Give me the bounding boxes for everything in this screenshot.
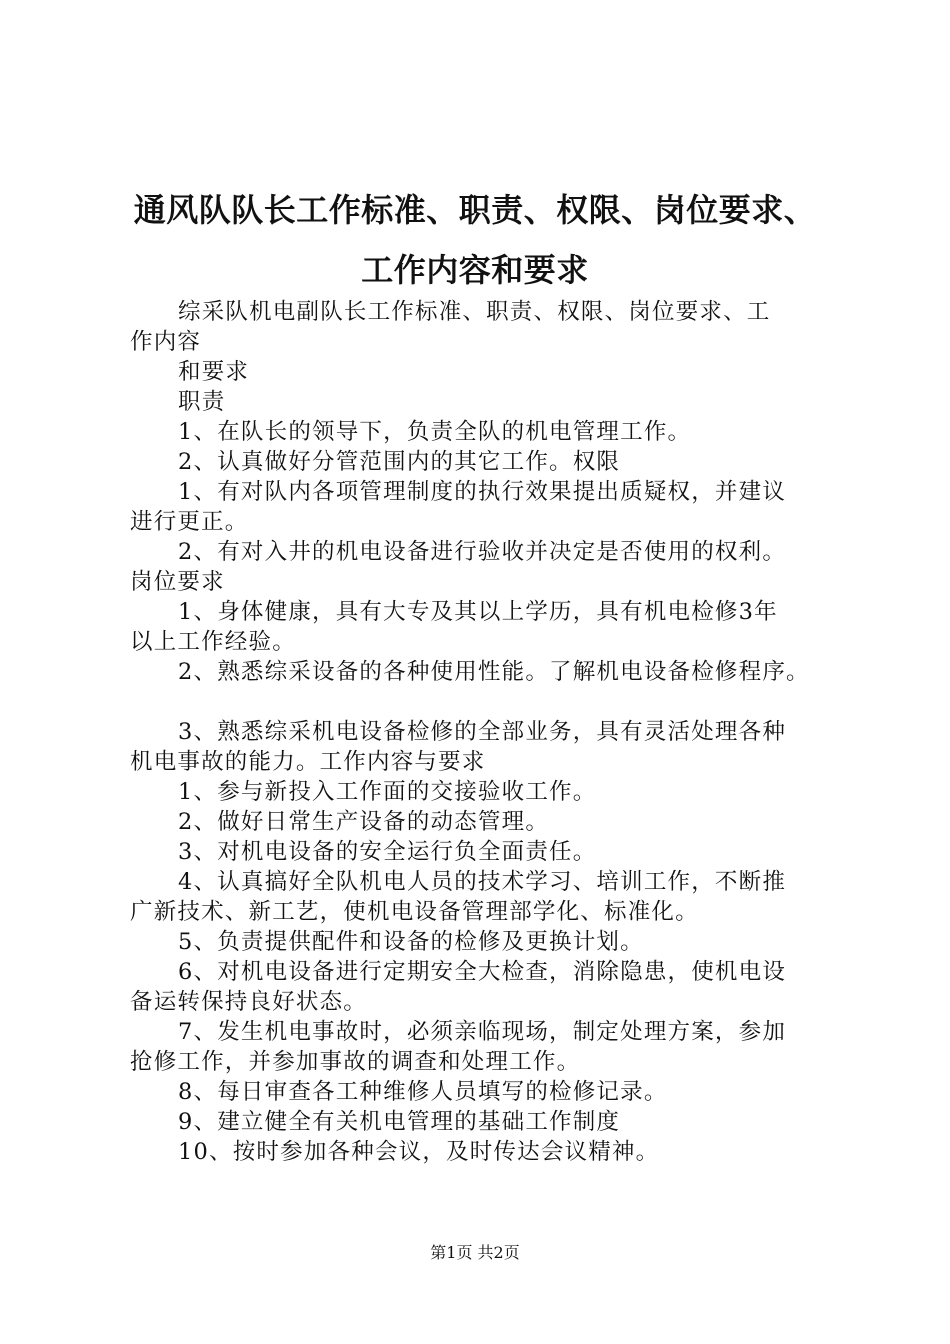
body-line: 10、按时参加各种会议，及时传达会议精神。 (178, 1139, 660, 1165)
body-line: 广新技术、新工艺，使机电设备管理部学化、标准化。 (130, 899, 699, 925)
document-body (130, 297, 835, 1167)
body-line: 3、对机电设备的安全运行负全面责任。 (178, 839, 597, 865)
body-line: 9、建立健全有关机电管理的基础工作制度 (178, 1109, 621, 1135)
document-title-line-1: 通风队队长工作标准、职责、权限、岗位要求、 (133, 191, 817, 229)
body-line: 2、认真做好分管范围内的其它工作。权限 (178, 449, 621, 475)
body-line: 备运转保持良好状态。 (130, 989, 368, 1015)
body-line: 8、每日审查各工种维修人员填写的检修记录。 (178, 1079, 668, 1105)
body-line: 机电事故的能力。工作内容与要求 (130, 749, 486, 775)
page-footer: 第1页 共2页 (430, 1243, 520, 1262)
body-line: 进行更正。 (130, 509, 249, 535)
body-line: 综采队机电副队长工作标准、职责、权限、岗位要求、工 (178, 299, 771, 325)
body-line: 2、熟悉综采设备的各种使用性能。了解机电设备检修程序。 (178, 659, 810, 685)
body-line: 作内容 (130, 329, 202, 355)
body-line: 1、参与新投入工作面的交接验收工作。 (178, 779, 597, 805)
body-line: 以上工作经验。 (130, 629, 296, 655)
body-line: 7、发生机电事故时，必须亲临现场，制定处理方案，参加 (178, 1019, 787, 1045)
body-line: 4、认真搞好全队机电人员的技术学习、培训工作，不断推 (178, 869, 787, 895)
body-line: 职责 (178, 389, 226, 415)
body-line: 抢修工作，并参加事故的调查和处理工作。 (130, 1049, 581, 1075)
body-line: 和要求 (178, 359, 250, 385)
body-line: 1、身体健康，具有大专及其以上学历，具有机电检修3年 (178, 599, 778, 625)
body-line: 岗位要求 (130, 569, 225, 595)
document-title-line-2: 工作内容和要求 (361, 251, 589, 289)
body-line: 6、对机电设备进行定期安全大检查，消除隐患，使机电设 (178, 959, 787, 985)
body-line: 2、有对入井的机电设备进行验收并决定是否使用的权利。 (178, 539, 787, 565)
body-line: 1、在队长的领导下，负责全队的机电管理工作。 (178, 419, 692, 445)
body-line: 2、做好日常生产设备的动态管理。 (178, 809, 550, 835)
body-line: 3、熟悉综采机电设备检修的全部业务，具有灵活处理各种 (178, 719, 787, 745)
paragraph-gap (130, 687, 835, 717)
body-line: 5、负责提供配件和设备的检修及更换计划。 (178, 929, 644, 955)
body-line: 1、有对队内各项管理制度的执行效果提出质疑权，并建议 (178, 479, 787, 505)
